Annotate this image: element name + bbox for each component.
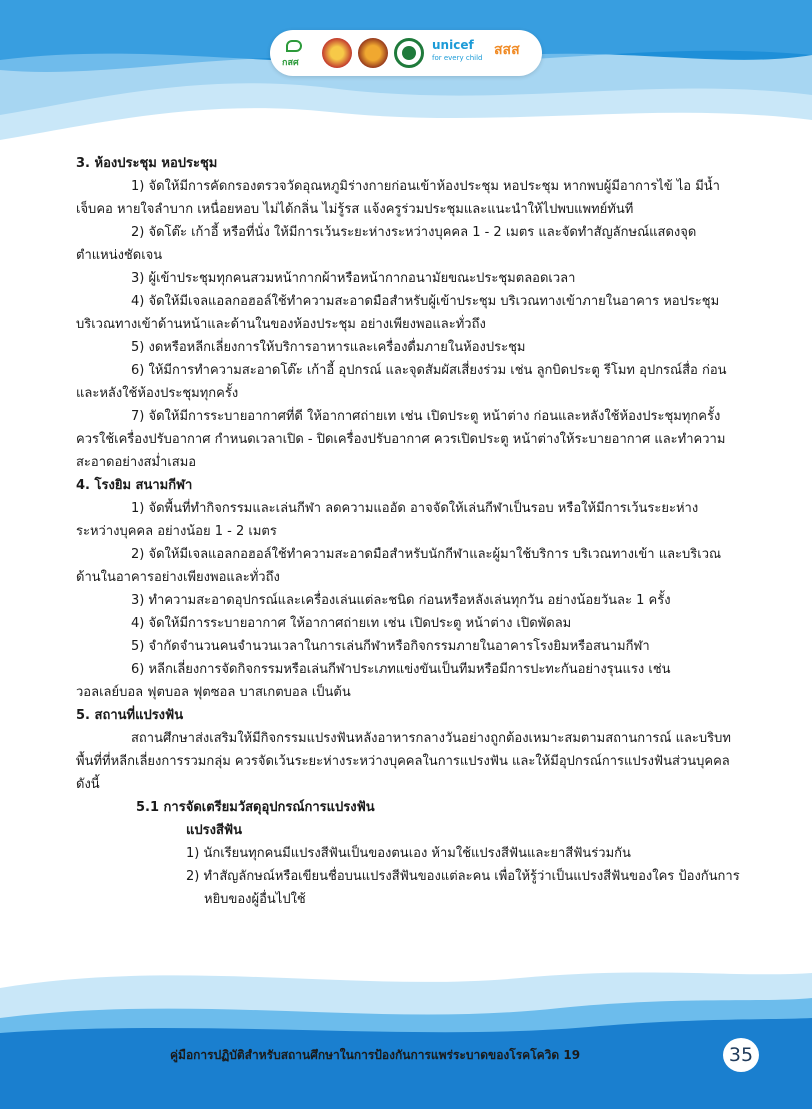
section-heading: 5. สถานที่แปรงฟัน: [76, 708, 184, 723]
footer-title: คู่มือการปฏิบัติสำหรับสถานศึกษาในการป้องกันการแพร่ระบาดของโรคโควิด 19: [170, 1048, 581, 1062]
document-body: [76, 152, 740, 911]
list-item: 4) จัดให้มีเจลแอลกอฮอล์ใช้ทำความสะอาดมือสำหรับผู้เข้าประชุม บริเวณทางเข้าภายในอาคาร หอประชุม บริเวณทางเข้าด้านหน้าและด้านในของห้องประชุม อย่างเพียงพอและทั่วถึง: [76, 294, 720, 332]
moph-logo-icon: [394, 38, 424, 68]
list-item: 2) ทำสัญลักษณ์หรือเขียนชื่อบนแปรงสีฟันของแต่ละคน เพื่อให้รู้ว่าเป็นแปรงสีฟันของใคร ป้องกันการหยิบของผู้อื่นไปใช้: [186, 869, 740, 907]
list-item: 2) จัดโต๊ะ เก้าอี้ หรือที่นั่ง ให้มีการเว้นระยะห่างระหว่างบุคคล 1 - 2 เมตร และจัดทำสัญลักษณ์แสดงจุดตำแหน่งชัดเจน: [76, 225, 697, 263]
list-item: 6) ให้มีการทำความสะอาดโต๊ะ เก้าอี้ อุปกรณ์ และจุดสัมผัสเสี่ยงร่วม เช่น ลูกบิดประตู รีโมท อุปกรณ์สื่อ ก่อนและหลังใช้ห้องประชุมทุกครั้ง: [76, 363, 727, 401]
list-item: 2) จัดให้มีเจลแอลกอฮอล์ใช้ทำความสะอาดมือสำหรับนักกีฬาและผู้มาใช้บริการ บริเวณทางเข้า และบริเวณด้านในอาคารอย่างเพียงพอและทั่วถึง: [76, 547, 722, 585]
section-intro: สถานศึกษาส่งเสริมให้มีกิจกรรมแปรงฟันหลังอาหารกลางวันอย่างถูกต้องเหมาะสมตามสถานการณ์ และบริบทพื้นที่ที่หลีกเลี่ยงการรวมกลุ่ม ควรจัดเว้นระยะห่างระหว่างบุคคลในการแปรงฟัน และให้มีอุปกรณ์การแปรงฟันส่วนบุคคล ดังนี้: [76, 731, 731, 792]
section-heading: 4. โรงยิม สนามกีฬา: [76, 478, 193, 493]
partner-logo-strip: [270, 30, 542, 76]
list-item: 1) นักเรียนทุกคนมีแปรงสีฟันเป็นของตนเอง ห้ามใช้แปรงสีฟันและยาสีฟันร่วมกัน: [186, 846, 631, 861]
list-item: 5) งดหรือหลีกเลี่ยงการให้บริการอาหารและเครื่องดื่มภายในห้องประชุม: [131, 340, 526, 355]
obec-seal-logo-icon: [358, 38, 388, 68]
page-number: 35: [723, 1038, 759, 1072]
list-item: 7) จัดให้มีการระบายอากาศที่ดี ให้อากาศถ่ายเท เช่น เปิดประตู หน้าต่าง ก่อนและหลังใช้ห้องประชุมทุกครั้ง ควรใช้เครื่องปรับอากาศ กำหนดเวลาเปิด - ปิดเครื่องปรับอากาศ ควรเปิดประตู หน้าต่างให้ระบายอากาศ และทำความสะอาดอย่างสม่ำเสมอ: [76, 409, 726, 470]
list-item: 3) ผู้เข้าประชุมทุกคนสวมหน้ากากผ้าหรือหน้ากากอนามัยขณะประชุมตลอดเวลา: [131, 271, 576, 286]
list-item: 4) จัดให้มีการระบายอากาศ ให้อากาศถ่ายเท เช่น เปิดประตู หน้าต่าง เปิดพัดลม: [131, 616, 572, 631]
thaihealth-logo-icon: สสส: [494, 42, 520, 58]
unicef-logo-icon: unicef for every child: [432, 38, 483, 62]
list-item: 5) จำกัดจำนวนคนจำนวนเวลาในการเล่นกีฬาหรือกิจกรรมภายในอาคารโรงยิมหรือสนามกีฬา: [131, 639, 650, 654]
gasd-logo-icon: กสศ: [282, 38, 312, 68]
moe-seal-logo-icon: [322, 38, 352, 68]
list-item: 1) จัดให้มีการคัดกรองตรวจวัดอุณหภูมิร่างกายก่อนเข้าห้องประชุม หอประชุม หากพบผู้มีอาการไข้ ไอ มีน้ำ เจ็บคอ หายใจลำบาก เหนื่อยหอบ ไม่ได้กลิ่น ไม่รู้รส แจ้งครูร่วมประชุมและแนะนำให้ไปพบแพทย์ทันที: [76, 179, 720, 217]
list-item: 3) ทำความสะอาดอุปกรณ์และเครื่องเล่นแต่ละชนิด ก่อนหรือหลังเล่นทุกวัน อย่างน้อยวันละ 1 ครั้ง: [131, 593, 671, 608]
subsection-heading: 5.1 การจัดเตรียมวัสดุอุปกรณ์การแปรงฟัน: [136, 800, 375, 815]
list-item: 1) จัดพื้นที่ทำกิจกรรมและเล่นกีฬา ลดความแออัด อาจจัดให้เล่นกีฬาเป็นรอบ หรือให้มีการเว้นระยะห่างระหว่างบุคคล อย่างน้อย 1 - 2 เมตร: [76, 501, 699, 539]
section-heading: 3. ห้องประชุม หอประชุม: [76, 156, 218, 171]
subsubsection-heading: แปรงสีฟัน: [186, 823, 242, 838]
footer-wave-graphic: [0, 948, 812, 1109]
list-item: 6) หลีกเลี่ยงการจัดกิจกรรมหรือเล่นกีฬาประเภทแข่งขันเป็นทีมหรือมีการปะทะกันอย่างรุนแรง เช่น วอลเลย์บอล ฟุตบอล ฟุตซอล บาสเกตบอล เป็นต้น: [76, 662, 671, 700]
